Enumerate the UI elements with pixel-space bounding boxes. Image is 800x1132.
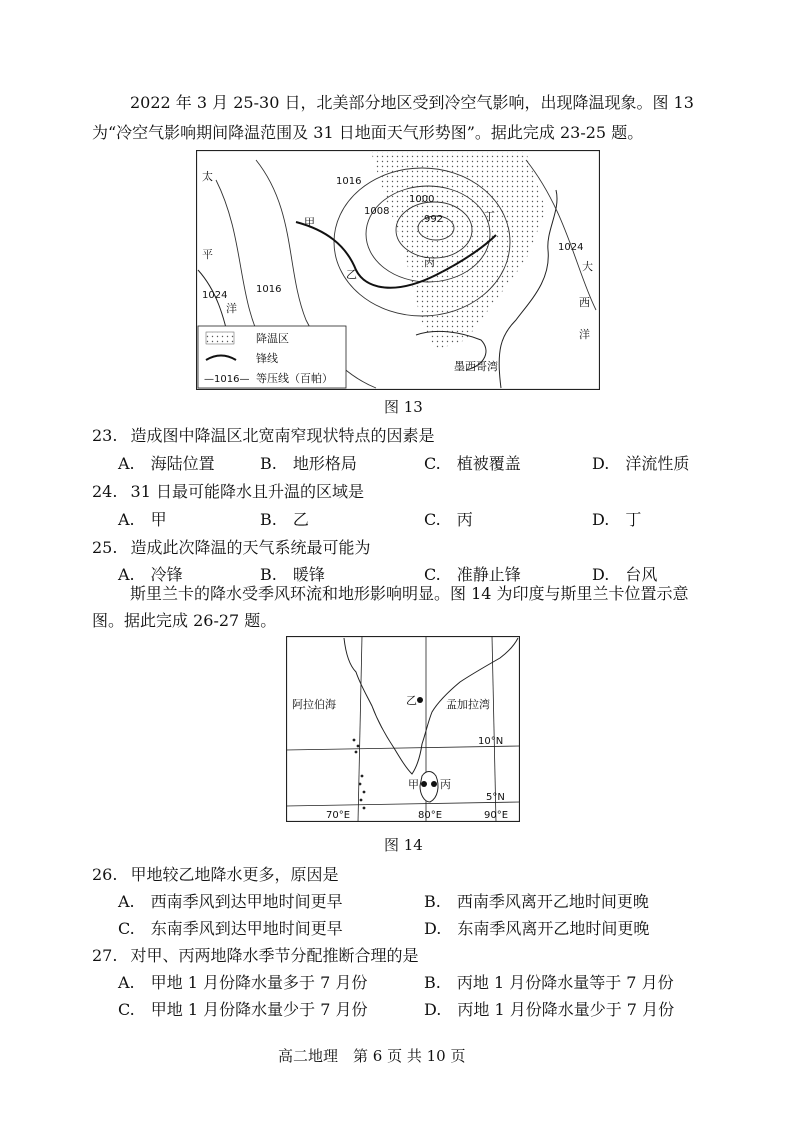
q23-option-c[interactable]: C. 植被覆盖 [424, 454, 521, 473]
isobar-label-1016-west: 1016 [256, 284, 282, 295]
q25-option-b[interactable]: B. 暖锋 [260, 565, 325, 584]
q25-option-a[interactable]: A. 冷锋 [118, 565, 183, 584]
question-number: 27. [92, 946, 118, 965]
isobar-label-1000: 1000 [409, 194, 435, 205]
figure-14-south-asia-map [286, 636, 520, 822]
bay-of-bengal-label: 孟加拉湾 [446, 698, 490, 711]
question-number: 23. [92, 426, 118, 445]
point-jia-marker [421, 781, 427, 787]
question-stem: 甲地较乙地降水更多，原因是 [130, 865, 339, 884]
isobar-label-1016: 1016 [336, 176, 362, 187]
q27-option-c[interactable]: C. 甲地 1 月份降水量少于 7 月份 [118, 1000, 368, 1019]
question-number: 26. [92, 865, 118, 884]
q27-option-b[interactable]: B. 丙地 1 月份降水量等于 7 月份 [424, 973, 674, 992]
legend-isobar-symbol: —1016— [204, 374, 250, 385]
point-bing: 丙 [424, 256, 435, 269]
q23-option-a[interactable]: A. 海陆位置 [118, 454, 215, 473]
legend-cooling-swatch [206, 332, 234, 344]
pacific-char-2: 平 [202, 248, 213, 261]
q24-option-d[interactable]: D. 丁 [592, 510, 642, 529]
question-stem: 造成此次降温的天气系统最可能为 [130, 538, 371, 557]
point-ding: 丁 [484, 210, 495, 223]
question-23 [92, 423, 435, 446]
atlantic-char-3: 洋 [579, 328, 590, 341]
q26-option-d[interactable]: D. 东南季风离开乙地时间更晚 [424, 919, 650, 938]
question-27 [92, 943, 419, 966]
pacific-char-3: 洋 [226, 302, 237, 315]
point-jia: 甲 [304, 216, 315, 229]
q26-option-b[interactable]: B. 西南季风离开乙地时间更晚 [424, 892, 649, 911]
point-yi: 乙 [346, 268, 357, 281]
lat-10n-label: 10°N [478, 736, 504, 747]
arabian-sea-label: 阿拉伯海 [292, 698, 336, 711]
q24-option-c[interactable]: C. 丙 [424, 510, 473, 529]
question-25 [92, 535, 371, 558]
gulf-of-mexico-label: 墨西哥湾 [454, 360, 498, 373]
figure-13-weather-map [196, 150, 600, 390]
q25-option-c[interactable]: C. 准静止锋 [424, 565, 521, 584]
q27-option-a[interactable]: A. 甲地 1 月份降水量多于 7 月份 [118, 973, 368, 992]
legend-cooling-label: 降温区 [256, 332, 289, 345]
q23-option-b[interactable]: B. 地形格局 [260, 454, 357, 473]
label-jia: 甲 [408, 778, 419, 791]
legend-isobar-label: 等压线（百帕） [256, 372, 333, 385]
isobar-label-1024-west: 1024 [202, 290, 228, 301]
q23-option-d[interactable]: D. 洋流性质 [592, 454, 690, 473]
q25-option-d[interactable]: D. 台风 [592, 565, 658, 584]
figure-13-caption: 图 13 [384, 398, 423, 416]
point-bing-marker [431, 781, 437, 787]
intro2-line-2: 图。据此完成 26-27 题。 [92, 611, 277, 630]
intro-line-2: 为“冷空气影响期间降温范围及 31 日地面天气形势图”。据此完成 23-25 题。 [92, 123, 644, 142]
lat-5n-label: 5°N [486, 792, 505, 803]
isobar-label-1008: 1008 [364, 206, 390, 217]
question-24 [92, 479, 364, 502]
q24-option-b[interactable]: B. 乙 [260, 510, 309, 529]
label-bing: 丙 [440, 778, 451, 791]
lon-90e-label: 90°E [484, 810, 509, 821]
label-yi: 乙 [406, 694, 417, 707]
q26-option-a[interactable]: A. 西南季风到达甲地时间更早 [118, 892, 343, 911]
question-stem: 31 日最可能降水且升温的区域是 [130, 482, 364, 501]
question-stem: 造成图中降温区北宽南窄现状特点的因素是 [130, 426, 435, 445]
isobar-label-992: 992 [424, 214, 444, 225]
point-yi-marker [417, 697, 423, 703]
sri-lanka-island [420, 772, 438, 803]
intro-line-1: 2022 年 3 月 25-30 日，北美部分地区受到冷空气影响，出现降温现象。图 13 [130, 93, 694, 112]
lon-70e-label: 70°E [326, 810, 351, 821]
legend-front-label: 锋线 [256, 352, 278, 365]
q27-option-d[interactable]: D. 丙地 1 月份降水量少于 7 月份 [424, 1000, 675, 1019]
atlantic-char-1: 大 [582, 260, 593, 273]
q26-option-c[interactable]: C. 东南季风到达甲地时间更早 [118, 919, 343, 938]
pacific-char-1: 太 [202, 170, 213, 183]
figure-14-caption: 图 14 [384, 836, 423, 854]
atlantic-char-2: 西 [579, 296, 590, 309]
question-26 [92, 862, 339, 885]
lon-80e-label: 80°E [418, 810, 443, 821]
question-number: 25. [92, 538, 118, 557]
question-number: 24. [92, 482, 118, 501]
question-stem: 对甲、丙两地降水季节分配推断合理的是 [130, 946, 419, 965]
page-footer: 高二地理 第 6 页 共 10 页 [278, 1047, 466, 1065]
isobar-label-1024-east: 1024 [558, 242, 584, 253]
intro2-line-1: 斯里兰卡的降水受季风环流和地形影响明显。图 14 为印度与斯里兰卡位置示意 [130, 584, 689, 603]
q24-option-a[interactable]: A. 甲 [118, 510, 167, 529]
